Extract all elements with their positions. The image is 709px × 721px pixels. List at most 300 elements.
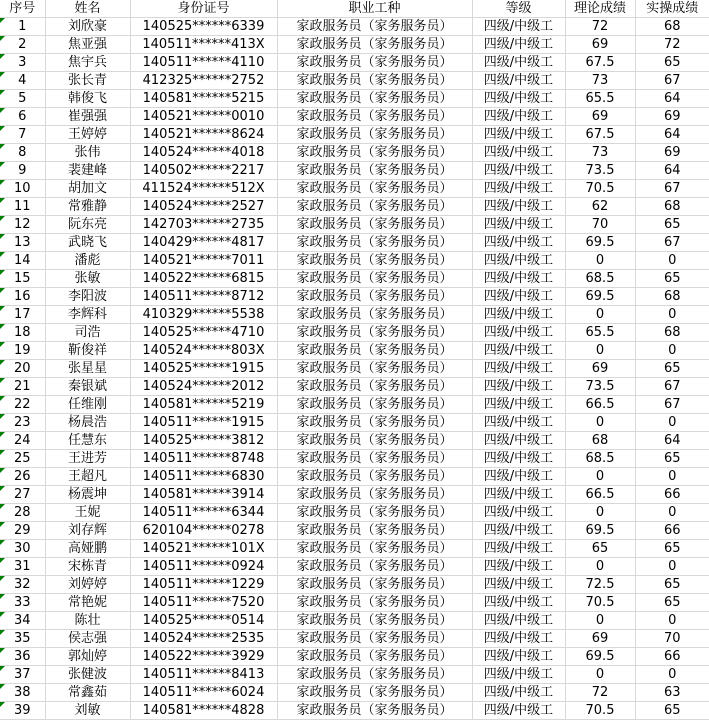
note-indicator-icon [0, 684, 5, 689]
cell-id[interactable]: 140511******8413 [130, 666, 277, 684]
header-occupation[interactable]: 职业工种 [277, 0, 472, 18]
cell-theory-score[interactable]: 65.5 [565, 324, 635, 342]
cell-name[interactable]: 胡加文 [45, 180, 130, 198]
cell-practical-score[interactable]: 66 [635, 486, 709, 504]
cell-no[interactable]: 25 [0, 450, 45, 468]
cell-practical-score[interactable]: 65 [635, 360, 709, 378]
cell-theory-score[interactable]: 68 [565, 432, 635, 450]
cell-practical-score[interactable]: 67 [635, 234, 709, 252]
cell-id[interactable]: 410329******5538 [130, 306, 277, 324]
cell-theory-score[interactable]: 69 [565, 36, 635, 54]
cell-no[interactable]: 36 [0, 648, 45, 666]
cell-practical-score[interactable]: 65 [635, 270, 709, 288]
cell-theory-score[interactable]: 0 [565, 612, 635, 630]
cell-name[interactable]: 杨晨浩 [45, 414, 130, 432]
cell-name[interactable]: 焦宇兵 [45, 54, 130, 72]
cell-name[interactable]: 刘敏 [45, 702, 130, 720]
cell-name[interactable]: 郭灿婷 [45, 648, 130, 666]
cell-theory-score[interactable]: 67.5 [565, 54, 635, 72]
cell-no[interactable]: 5 [0, 90, 45, 108]
cell-name[interactable]: 张星星 [45, 360, 130, 378]
cell-level[interactable]: 四级/中级工 [472, 270, 565, 288]
cell-level[interactable]: 四级/中级工 [472, 108, 565, 126]
cell-occupation[interactable]: 家政服务员（家务服务员） [277, 486, 472, 504]
table-row [0, 126, 709, 144]
cell-no[interactable]: 2 [0, 36, 45, 54]
cell-name[interactable]: 张健波 [45, 666, 130, 684]
cell-practical-score[interactable]: 63 [635, 684, 709, 702]
cell-level[interactable]: 四级/中级工 [472, 396, 565, 414]
cell-name[interactable]: 王进芳 [45, 450, 130, 468]
cell-level[interactable]: 四级/中级工 [472, 414, 565, 432]
cell-theory-score[interactable]: 0 [565, 468, 635, 486]
cell-id[interactable]: 140511******0924 [130, 558, 277, 576]
cell-theory-score[interactable]: 69 [565, 360, 635, 378]
cell-id[interactable]: 140581******5219 [130, 396, 277, 414]
cell-practical-score[interactable]: 68 [635, 324, 709, 342]
note-indicator-icon [0, 540, 5, 545]
table-row [0, 522, 709, 540]
cell-no[interactable]: 9 [0, 162, 45, 180]
cell-id[interactable]: 140511******1229 [130, 576, 277, 594]
cell-name[interactable]: 侯志强 [45, 630, 130, 648]
cell-no[interactable]: 4 [0, 72, 45, 90]
cell-practical-score[interactable]: 68 [635, 18, 709, 36]
cell-theory-score[interactable]: 72 [565, 684, 635, 702]
cell-level[interactable]: 四级/中级工 [472, 504, 565, 522]
cell-practical-score[interactable]: 68 [635, 198, 709, 216]
cell-occupation[interactable]: 家政服务员（家务服务员） [277, 432, 472, 450]
cell-no[interactable]: 35 [0, 630, 45, 648]
cell-level[interactable]: 四级/中级工 [472, 36, 565, 54]
cell-name[interactable]: 刘婷婷 [45, 576, 130, 594]
header-name[interactable]: 姓名 [45, 0, 130, 18]
cell-occupation[interactable]: 家政服务员（家务服务员） [277, 18, 472, 36]
cell-practical-score[interactable]: 67 [635, 396, 709, 414]
table-row [0, 234, 709, 252]
cell-no[interactable]: 23 [0, 414, 45, 432]
cell-theory-score[interactable]: 0 [565, 342, 635, 360]
table-row [0, 684, 709, 702]
table-header-row [0, 0, 709, 18]
cell-theory-score[interactable]: 73 [565, 144, 635, 162]
cell-no[interactable]: 33 [0, 594, 45, 612]
cell-level[interactable]: 四级/中级工 [472, 576, 565, 594]
cell-theory-score[interactable]: 62 [565, 198, 635, 216]
cell-no[interactable]: 26 [0, 468, 45, 486]
cell-id[interactable]: 140581******5215 [130, 90, 277, 108]
cell-occupation[interactable]: 家政服务员（家务服务员） [277, 90, 472, 108]
cell-name[interactable]: 李阳波 [45, 288, 130, 306]
cell-id[interactable]: 140502******2217 [130, 162, 277, 180]
cell-name[interactable]: 焦亚强 [45, 36, 130, 54]
cell-id[interactable]: 140524******2527 [130, 198, 277, 216]
cell-no[interactable]: 37 [0, 666, 45, 684]
cell-theory-score[interactable]: 0 [565, 306, 635, 324]
note-indicator-icon [0, 270, 5, 275]
cell-id[interactable]: 140525******4710 [130, 324, 277, 342]
cell-practical-score[interactable]: 0 [635, 666, 709, 684]
cell-practical-score[interactable]: 72 [635, 36, 709, 54]
cell-level[interactable]: 四级/中级工 [472, 180, 565, 198]
cell-no[interactable]: 39 [0, 702, 45, 720]
cell-name[interactable]: 司浩 [45, 324, 130, 342]
cell-practical-score[interactable]: 67 [635, 378, 709, 396]
cell-theory-score[interactable]: 67.5 [565, 126, 635, 144]
cell-occupation[interactable]: 家政服务员（家务服务员） [277, 216, 472, 234]
cell-level[interactable]: 四级/中级工 [472, 612, 565, 630]
cell-level[interactable]: 四级/中级工 [472, 684, 565, 702]
cell-occupation[interactable]: 家政服务员（家务服务员） [277, 108, 472, 126]
cell-no[interactable]: 27 [0, 486, 45, 504]
cell-level[interactable]: 四级/中级工 [472, 18, 565, 36]
cell-id[interactable]: 412325******2752 [130, 72, 277, 90]
cell-name[interactable]: 高娅鹏 [45, 540, 130, 558]
cell-practical-score[interactable]: 64 [635, 162, 709, 180]
cell-occupation[interactable]: 家政服务员（家务服务员） [277, 648, 472, 666]
cell-no[interactable]: 19 [0, 342, 45, 360]
cell-practical-score[interactable]: 65 [635, 216, 709, 234]
cell-practical-score[interactable]: 0 [635, 342, 709, 360]
cell-theory-score[interactable]: 73.5 [565, 378, 635, 396]
cell-no[interactable]: 32 [0, 576, 45, 594]
cell-level[interactable]: 四级/中级工 [472, 234, 565, 252]
cell-practical-score[interactable]: 65 [635, 450, 709, 468]
cell-level[interactable]: 四级/中级工 [472, 594, 565, 612]
cell-theory-score[interactable]: 70.5 [565, 594, 635, 612]
cell-practical-score[interactable]: 0 [635, 468, 709, 486]
cell-id[interactable]: 140524******2535 [130, 630, 277, 648]
cell-id[interactable]: 140525******1915 [130, 360, 277, 378]
cell-practical-score[interactable]: 65 [635, 540, 709, 558]
cell-level[interactable]: 四级/中级工 [472, 486, 565, 504]
cell-id[interactable]: 140511******7520 [130, 594, 277, 612]
cell-name[interactable]: 王妮 [45, 504, 130, 522]
cell-no[interactable]: 22 [0, 396, 45, 414]
cell-practical-score[interactable]: 0 [635, 306, 709, 324]
cell-theory-score[interactable]: 70.5 [565, 702, 635, 720]
header-id[interactable]: 身份证号 [130, 0, 277, 18]
cell-level[interactable]: 四级/中级工 [472, 90, 565, 108]
cell-occupation[interactable]: 家政服务员（家务服务员） [277, 558, 472, 576]
cell-name[interactable]: 韩俊飞 [45, 90, 130, 108]
cell-id[interactable]: 140525******0514 [130, 612, 277, 630]
cell-id[interactable]: 140511******1915 [130, 414, 277, 432]
cell-practical-score[interactable]: 68 [635, 288, 709, 306]
note-indicator-icon [0, 486, 5, 491]
cell-practical-score[interactable]: 0 [635, 414, 709, 432]
cell-no[interactable]: 15 [0, 270, 45, 288]
table-row [0, 18, 709, 36]
cell-no[interactable]: 29 [0, 522, 45, 540]
cell-practical-score[interactable]: 66 [635, 648, 709, 666]
cell-practical-score[interactable]: 69 [635, 144, 709, 162]
cell-id[interactable]: 140521******101X [130, 540, 277, 558]
cell-name[interactable]: 潘彪 [45, 252, 130, 270]
cell-practical-score[interactable]: 0 [635, 504, 709, 522]
cell-practical-score[interactable]: 67 [635, 72, 709, 90]
cell-level[interactable]: 四级/中级工 [472, 144, 565, 162]
cell-id[interactable]: 140511******8748 [130, 450, 277, 468]
cell-level[interactable]: 四级/中级工 [472, 630, 565, 648]
cell-practical-score[interactable]: 65 [635, 54, 709, 72]
table-row [0, 504, 709, 522]
cell-theory-score[interactable]: 73.5 [565, 162, 635, 180]
cell-occupation[interactable]: 家政服务员（家务服务员） [277, 198, 472, 216]
cell-occupation[interactable]: 家政服务员（家务服务员） [277, 54, 472, 72]
cell-theory-score[interactable]: 72.5 [565, 576, 635, 594]
cell-practical-score[interactable]: 0 [635, 558, 709, 576]
cell-theory-score[interactable]: 69.5 [565, 234, 635, 252]
cell-id[interactable]: 411524******512X [130, 180, 277, 198]
cell-practical-score[interactable]: 69 [635, 108, 709, 126]
cell-theory-score[interactable]: 0 [565, 414, 635, 432]
cell-id[interactable]: 140511******4110 [130, 54, 277, 72]
cell-practical-score[interactable]: 64 [635, 126, 709, 144]
cell-theory-score[interactable]: 69.5 [565, 522, 635, 540]
cell-level[interactable]: 四级/中级工 [472, 54, 565, 72]
cell-name[interactable]: 李辉科 [45, 306, 130, 324]
cell-no[interactable]: 17 [0, 306, 45, 324]
cell-level[interactable]: 四级/中级工 [472, 216, 565, 234]
cell-level[interactable]: 四级/中级工 [472, 198, 565, 216]
cell-theory-score[interactable]: 0 [565, 504, 635, 522]
cell-theory-score[interactable]: 70 [565, 216, 635, 234]
cell-no[interactable]: 7 [0, 126, 45, 144]
cell-id[interactable]: 140511******413X [130, 36, 277, 54]
cell-level[interactable]: 四级/中级工 [472, 450, 565, 468]
cell-practical-score[interactable]: 64 [635, 90, 709, 108]
cell-occupation[interactable]: 家政服务员（家务服务员） [277, 180, 472, 198]
header-no[interactable]: 序号 [0, 0, 45, 18]
cell-name[interactable]: 任慧东 [45, 432, 130, 450]
cell-no[interactable]: 11 [0, 198, 45, 216]
cell-name[interactable]: 刘存辉 [45, 522, 130, 540]
cell-no[interactable]: 30 [0, 540, 45, 558]
table-row [0, 162, 709, 180]
cell-occupation[interactable]: 家政服务员（家务服务员） [277, 72, 472, 90]
cell-level[interactable]: 四级/中级工 [472, 324, 565, 342]
cell-level[interactable]: 四级/中级工 [472, 522, 565, 540]
header-theory-score[interactable]: 理论成绩 [565, 0, 635, 18]
cell-name[interactable]: 王婷婷 [45, 126, 130, 144]
cell-occupation[interactable]: 家政服务员（家务服务员） [277, 468, 472, 486]
cell-occupation[interactable]: 家政服务员（家务服务员） [277, 360, 472, 378]
cell-no[interactable]: 3 [0, 54, 45, 72]
cell-no[interactable]: 18 [0, 324, 45, 342]
cell-level[interactable]: 四级/中级工 [472, 342, 565, 360]
cell-occupation[interactable]: 家政服务员（家务服务员） [277, 702, 472, 720]
cell-occupation[interactable]: 家政服务员（家务服务员） [277, 630, 472, 648]
cell-level[interactable]: 四级/中级工 [472, 252, 565, 270]
cell-theory-score[interactable]: 66.5 [565, 486, 635, 504]
cell-theory-score[interactable]: 0 [565, 558, 635, 576]
cell-occupation[interactable]: 家政服务员（家务服务员） [277, 252, 472, 270]
cell-id[interactable]: 140581******3914 [130, 486, 277, 504]
cell-theory-score[interactable]: 70.5 [565, 180, 635, 198]
cell-occupation[interactable]: 家政服务员（家务服务员） [277, 288, 472, 306]
cell-no[interactable]: 34 [0, 612, 45, 630]
cell-theory-score[interactable]: 0 [565, 666, 635, 684]
cell-practical-score[interactable]: 0 [635, 252, 709, 270]
cell-id[interactable]: 140511******6830 [130, 468, 277, 486]
cell-theory-score[interactable]: 65 [565, 540, 635, 558]
cell-occupation[interactable]: 家政服务员（家务服务员） [277, 162, 472, 180]
cell-name[interactable]: 常鑫茹 [45, 684, 130, 702]
cell-level[interactable]: 四级/中级工 [472, 378, 565, 396]
cell-theory-score[interactable]: 68.5 [565, 450, 635, 468]
cell-theory-score[interactable]: 69.5 [565, 288, 635, 306]
cell-id[interactable]: 140521******8624 [130, 126, 277, 144]
cell-theory-score[interactable]: 65.5 [565, 90, 635, 108]
cell-practical-score[interactable]: 65 [635, 702, 709, 720]
cell-name[interactable]: 武晓飞 [45, 234, 130, 252]
cell-level[interactable]: 四级/中级工 [472, 702, 565, 720]
cell-theory-score[interactable]: 69 [565, 630, 635, 648]
note-indicator-icon [0, 522, 5, 527]
cell-theory-score[interactable]: 68.5 [565, 270, 635, 288]
cell-occupation[interactable]: 家政服务员（家务服务员） [277, 324, 472, 342]
cell-no[interactable]: 8 [0, 144, 45, 162]
cell-name[interactable]: 秦银斌 [45, 378, 130, 396]
cell-no[interactable]: 38 [0, 684, 45, 702]
cell-name[interactable]: 裴建峰 [45, 162, 130, 180]
cell-level[interactable]: 四级/中级工 [472, 306, 565, 324]
cell-no[interactable]: 16 [0, 288, 45, 306]
cell-practical-score[interactable]: 66 [635, 522, 709, 540]
cell-theory-score[interactable]: 69 [565, 108, 635, 126]
cell-name[interactable]: 张长青 [45, 72, 130, 90]
cell-no[interactable]: 13 [0, 234, 45, 252]
cell-id[interactable]: 140524******803X [130, 342, 277, 360]
cell-name[interactable]: 刘欣豪 [45, 18, 130, 36]
cell-id[interactable]: 140521******7011 [130, 252, 277, 270]
cell-occupation[interactable]: 家政服务员（家务服务员） [277, 270, 472, 288]
cell-id[interactable]: 140511******6344 [130, 504, 277, 522]
cell-level[interactable]: 四级/中级工 [472, 540, 565, 558]
cell-no[interactable]: 6 [0, 108, 45, 126]
header-level[interactable]: 等级 [472, 0, 565, 18]
cell-name[interactable]: 阮东亮 [45, 216, 130, 234]
cell-no[interactable]: 1 [0, 18, 45, 36]
cell-theory-score[interactable]: 0 [565, 252, 635, 270]
cell-level[interactable]: 四级/中级工 [472, 558, 565, 576]
cell-name[interactable]: 任维刚 [45, 396, 130, 414]
cell-practical-score[interactable]: 70 [635, 630, 709, 648]
cell-id[interactable]: 140521******0010 [130, 108, 277, 126]
cell-occupation[interactable]: 家政服务员（家务服务员） [277, 36, 472, 54]
cell-no[interactable]: 10 [0, 180, 45, 198]
cell-occupation[interactable]: 家政服务员（家务服务员） [277, 378, 472, 396]
cell-no[interactable]: 12 [0, 216, 45, 234]
cell-id[interactable]: 140511******6024 [130, 684, 277, 702]
cell-name[interactable]: 王超凡 [45, 468, 130, 486]
cell-id[interactable]: 140581******4828 [130, 702, 277, 720]
table-row [0, 54, 709, 72]
cell-no[interactable]: 14 [0, 252, 45, 270]
cell-level[interactable]: 四级/中级工 [472, 432, 565, 450]
cell-name[interactable]: 张敏 [45, 270, 130, 288]
cell-practical-score[interactable]: 65 [635, 594, 709, 612]
cell-theory-score[interactable]: 73 [565, 72, 635, 90]
cell-level[interactable]: 四级/中级工 [472, 648, 565, 666]
cell-occupation[interactable]: 家政服务员（家务服务员） [277, 666, 472, 684]
header-practical-score[interactable]: 实操成绩 [635, 0, 709, 18]
cell-occupation[interactable]: 家政服务员（家务服务员） [277, 594, 472, 612]
cell-id[interactable]: 140511******8712 [130, 288, 277, 306]
cell-no[interactable]: 24 [0, 432, 45, 450]
cell-name[interactable]: 陈壮 [45, 612, 130, 630]
cell-occupation[interactable]: 家政服务员（家务服务员） [277, 612, 472, 630]
cell-theory-score[interactable]: 72 [565, 18, 635, 36]
cell-id[interactable]: 140525******6339 [130, 18, 277, 36]
cell-id[interactable]: 140525******3812 [130, 432, 277, 450]
cell-theory-score[interactable]: 66.5 [565, 396, 635, 414]
cell-occupation[interactable]: 家政服务员（家务服务员） [277, 414, 472, 432]
cell-level[interactable]: 四级/中级工 [472, 72, 565, 90]
table-row [0, 414, 709, 432]
cell-occupation[interactable]: 家政服务员（家务服务员） [277, 504, 472, 522]
cell-id[interactable]: 620104******0278 [130, 522, 277, 540]
cell-occupation[interactable]: 家政服务员（家务服务员） [277, 522, 472, 540]
cell-level[interactable]: 四级/中级工 [472, 126, 565, 144]
cell-occupation[interactable]: 家政服务员（家务服务员） [277, 684, 472, 702]
table-row [0, 180, 709, 198]
note-indicator-icon [0, 216, 5, 221]
cell-id[interactable]: 140524******2012 [130, 378, 277, 396]
cell-occupation[interactable]: 家政服务员（家务服务员） [277, 234, 472, 252]
cell-id[interactable]: 140524******4018 [130, 144, 277, 162]
cell-id[interactable]: 142703******2735 [130, 216, 277, 234]
cell-occupation[interactable]: 家政服务员（家务服务员） [277, 540, 472, 558]
cell-name[interactable]: 常雅静 [45, 198, 130, 216]
cell-practical-score[interactable]: 65 [635, 576, 709, 594]
cell-level[interactable]: 四级/中级工 [472, 360, 565, 378]
cell-level[interactable]: 四级/中级工 [472, 162, 565, 180]
cell-name[interactable]: 靳俊祥 [45, 342, 130, 360]
cell-no[interactable]: 31 [0, 558, 45, 576]
cell-occupation[interactable]: 家政服务员（家务服务员） [277, 126, 472, 144]
note-indicator-icon [0, 612, 5, 617]
cell-theory-score[interactable]: 69.5 [565, 648, 635, 666]
cell-practical-score[interactable]: 0 [635, 612, 709, 630]
note-indicator-icon [0, 198, 5, 203]
cell-occupation[interactable]: 家政服务员（家务服务员） [277, 450, 472, 468]
cell-practical-score[interactable]: 64 [635, 432, 709, 450]
cell-level[interactable]: 四级/中级工 [472, 468, 565, 486]
cell-no[interactable]: 20 [0, 360, 45, 378]
cell-name[interactable]: 宋栋青 [45, 558, 130, 576]
cell-name[interactable]: 张伟 [45, 144, 130, 162]
cell-no[interactable]: 28 [0, 504, 45, 522]
cell-occupation[interactable]: 家政服务员（家务服务员） [277, 576, 472, 594]
cell-level[interactable]: 四级/中级工 [472, 288, 565, 306]
cell-occupation[interactable]: 家政服务员（家务服务员） [277, 396, 472, 414]
cell-no[interactable]: 21 [0, 378, 45, 396]
cell-practical-score[interactable]: 67 [635, 180, 709, 198]
cell-name[interactable]: 常艳妮 [45, 594, 130, 612]
cell-occupation[interactable]: 家政服务员（家务服务员） [277, 144, 472, 162]
cell-id[interactable]: 140522******3929 [130, 648, 277, 666]
cell-level[interactable]: 四级/中级工 [472, 666, 565, 684]
note-indicator-icon [0, 342, 5, 347]
cell-name[interactable]: 杨震坤 [45, 486, 130, 504]
cell-occupation[interactable]: 家政服务员（家务服务员） [277, 306, 472, 324]
cell-occupation[interactable]: 家政服务员（家务服务员） [277, 342, 472, 360]
cell-name[interactable]: 崔强强 [45, 108, 130, 126]
cell-id[interactable]: 140429******4817 [130, 234, 277, 252]
cell-id[interactable]: 140522******6815 [130, 270, 277, 288]
